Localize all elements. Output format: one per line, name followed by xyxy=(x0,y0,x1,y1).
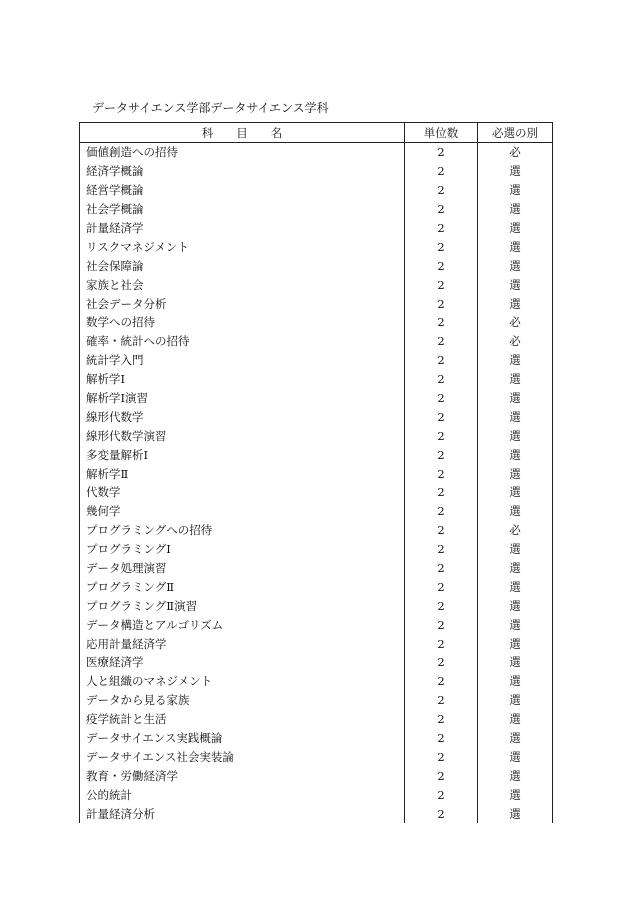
subject-cell: プログラミングⅠ xyxy=(80,540,405,559)
credits-cell: 2 xyxy=(405,483,478,502)
table-row xyxy=(80,596,553,615)
required-elective-cell: 選 xyxy=(478,748,553,767)
credits-cell: 2 xyxy=(405,748,478,767)
subject-cell: 家族と社会 xyxy=(80,275,405,294)
credits-cell: 2 xyxy=(405,294,478,313)
required-elective-cell: 選 xyxy=(478,653,553,672)
table-row xyxy=(80,256,553,275)
credits-cell: 2 xyxy=(405,540,478,559)
required-elective-cell: 選 xyxy=(478,275,553,294)
required-elective-cell: 必 xyxy=(478,313,553,332)
required-elective-cell: 選 xyxy=(478,615,553,634)
credits-cell: 2 xyxy=(405,804,478,823)
table-row xyxy=(80,313,553,332)
subject-cell: データサイエンス実践概論 xyxy=(80,729,405,748)
credits-cell: 2 xyxy=(405,275,478,294)
subject-cell: 代数学 xyxy=(80,483,405,502)
subject-cell: データ構造とアルゴリズム xyxy=(80,615,405,634)
table-row xyxy=(80,540,553,559)
header-required: 必選の別 xyxy=(478,123,553,143)
required-elective-cell: 選 xyxy=(478,804,553,823)
subject-cell: 疫学統計と生活 xyxy=(80,710,405,729)
credits-cell: 2 xyxy=(405,710,478,729)
credits-cell: 2 xyxy=(405,615,478,634)
required-elective-cell: 必 xyxy=(478,521,553,540)
subject-cell: 社会データ分析 xyxy=(80,294,405,313)
required-elective-cell: 選 xyxy=(478,577,553,596)
required-elective-cell: 選 xyxy=(478,181,553,200)
credits-cell: 2 xyxy=(405,370,478,389)
subject-cell: 教育・労働経済学 xyxy=(80,766,405,785)
course-table xyxy=(79,122,553,823)
table-row xyxy=(80,559,553,578)
subject-cell: プログラミングⅡ演習 xyxy=(80,596,405,615)
required-elective-cell: 選 xyxy=(478,256,553,275)
required-elective-cell: 選 xyxy=(478,729,553,748)
table-row xyxy=(80,748,553,767)
credits-cell: 2 xyxy=(405,445,478,464)
credits-cell: 2 xyxy=(405,634,478,653)
table-row xyxy=(80,521,553,540)
required-elective-cell: 選 xyxy=(478,785,553,804)
table-row xyxy=(80,370,553,389)
table-row xyxy=(80,634,553,653)
credits-cell: 2 xyxy=(405,256,478,275)
credits-cell: 2 xyxy=(405,313,478,332)
subject-cell: データから見る家族 xyxy=(80,691,405,710)
required-elective-cell: 選 xyxy=(478,691,553,710)
credits-cell: 2 xyxy=(405,691,478,710)
credits-cell: 2 xyxy=(405,237,478,256)
table-row xyxy=(80,710,553,729)
subject-cell: 価値創造への招待 xyxy=(80,143,405,162)
credits-cell: 2 xyxy=(405,559,478,578)
required-elective-cell: 選 xyxy=(478,407,553,426)
subject-cell: 解析学Ⅰ演習 xyxy=(80,389,405,408)
required-elective-cell: 選 xyxy=(478,389,553,408)
table-row xyxy=(80,426,553,445)
credits-cell: 2 xyxy=(405,143,478,162)
subject-cell: 計量経済学 xyxy=(80,219,405,238)
table-row xyxy=(80,691,553,710)
credits-cell: 2 xyxy=(405,162,478,181)
subject-cell: データサイエンス社会実装論 xyxy=(80,748,405,767)
credits-cell: 2 xyxy=(405,351,478,370)
table-row xyxy=(80,483,553,502)
header-subject: 科 目 名 xyxy=(80,123,405,143)
subject-cell: 人と組織のマネジメント xyxy=(80,672,405,691)
credits-cell: 2 xyxy=(405,200,478,219)
required-elective-cell: 選 xyxy=(478,502,553,521)
required-elective-cell: 選 xyxy=(478,559,553,578)
credits-cell: 2 xyxy=(405,577,478,596)
credits-cell: 2 xyxy=(405,596,478,615)
required-elective-cell: 選 xyxy=(478,162,553,181)
required-elective-cell: 選 xyxy=(478,200,553,219)
required-elective-cell: 選 xyxy=(478,672,553,691)
subject-cell: 経営学概論 xyxy=(80,181,405,200)
table-header-row xyxy=(80,123,553,143)
subject-cell: 医療経済学 xyxy=(80,653,405,672)
header-credits: 単位数 xyxy=(405,123,478,143)
table-row xyxy=(80,294,553,313)
table-row xyxy=(80,577,553,596)
table-row xyxy=(80,200,553,219)
table-body xyxy=(80,143,553,824)
table-row xyxy=(80,785,553,804)
subject-cell: 経済学概論 xyxy=(80,162,405,181)
table-row xyxy=(80,143,553,162)
table-row xyxy=(80,162,553,181)
credits-cell: 2 xyxy=(405,426,478,445)
table-row xyxy=(80,766,553,785)
subject-cell: 線形代数学 xyxy=(80,407,405,426)
subject-cell: 線形代数学演習 xyxy=(80,426,405,445)
subject-cell: 社会保障論 xyxy=(80,256,405,275)
subject-cell: リスクマネジメント xyxy=(80,237,405,256)
required-elective-cell: 選 xyxy=(478,370,553,389)
page-title: データサイエンス学部データサイエンス学科 xyxy=(92,101,329,115)
table-row xyxy=(80,804,553,823)
required-elective-cell: 選 xyxy=(478,237,553,256)
subject-cell: 確率・統計への招待 xyxy=(80,332,405,351)
required-elective-cell: 選 xyxy=(478,464,553,483)
credits-cell: 2 xyxy=(405,653,478,672)
table-row xyxy=(80,332,553,351)
required-elective-cell: 選 xyxy=(478,634,553,653)
table-row xyxy=(80,502,553,521)
table-row xyxy=(80,464,553,483)
subject-cell: 計量経済分析 xyxy=(80,804,405,823)
table-row xyxy=(80,351,553,370)
table-row xyxy=(80,237,553,256)
table-row xyxy=(80,219,553,238)
required-elective-cell: 必 xyxy=(478,143,553,162)
table-row xyxy=(80,407,553,426)
credits-cell: 2 xyxy=(405,672,478,691)
required-elective-cell: 必 xyxy=(478,332,553,351)
credits-cell: 2 xyxy=(405,219,478,238)
subject-cell: 解析学Ⅱ xyxy=(80,464,405,483)
subject-cell: 解析学Ⅰ xyxy=(80,370,405,389)
table-row xyxy=(80,181,553,200)
credits-cell: 2 xyxy=(405,407,478,426)
credits-cell: 2 xyxy=(405,389,478,408)
subject-cell: プログラミングⅡ xyxy=(80,577,405,596)
table-row xyxy=(80,615,553,634)
subject-cell: 幾何学 xyxy=(80,502,405,521)
required-elective-cell: 選 xyxy=(478,710,553,729)
credits-cell: 2 xyxy=(405,464,478,483)
table-row xyxy=(80,653,553,672)
subject-cell: 多変量解析Ⅰ xyxy=(80,445,405,464)
subject-cell: 応用計量経済学 xyxy=(80,634,405,653)
required-elective-cell: 選 xyxy=(478,294,553,313)
table-row xyxy=(80,445,553,464)
credits-cell: 2 xyxy=(405,332,478,351)
table-row xyxy=(80,672,553,691)
required-elective-cell: 選 xyxy=(478,351,553,370)
required-elective-cell: 選 xyxy=(478,540,553,559)
credits-cell: 2 xyxy=(405,766,478,785)
table-row xyxy=(80,389,553,408)
subject-cell: 社会学概論 xyxy=(80,200,405,219)
credits-cell: 2 xyxy=(405,729,478,748)
table-row xyxy=(80,275,553,294)
subject-cell: 統計学入門 xyxy=(80,351,405,370)
credits-cell: 2 xyxy=(405,502,478,521)
subject-cell: 数学への招待 xyxy=(80,313,405,332)
required-elective-cell: 選 xyxy=(478,483,553,502)
credits-cell: 2 xyxy=(405,521,478,540)
subject-cell: データ処理演習 xyxy=(80,559,405,578)
subject-cell: 公的統計 xyxy=(80,785,405,804)
credits-cell: 2 xyxy=(405,181,478,200)
required-elective-cell: 選 xyxy=(478,445,553,464)
required-elective-cell: 選 xyxy=(478,596,553,615)
credits-cell: 2 xyxy=(405,785,478,804)
required-elective-cell: 選 xyxy=(478,219,553,238)
subject-cell: プログラミングへの招待 xyxy=(80,521,405,540)
required-elective-cell: 選 xyxy=(478,426,553,445)
required-elective-cell: 選 xyxy=(478,766,553,785)
table-row xyxy=(80,729,553,748)
